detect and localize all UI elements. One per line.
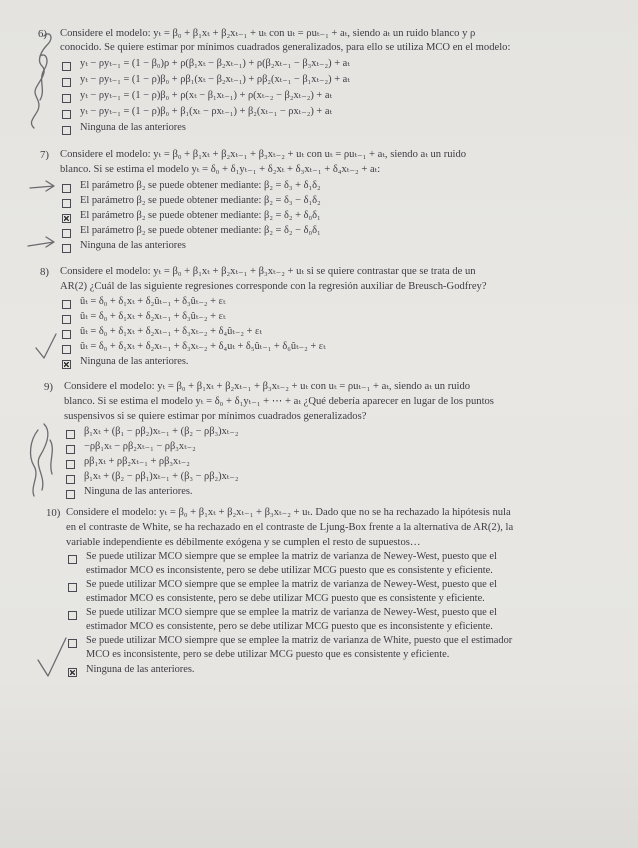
option-text: yₜ − ρyₜ₋₁ = (1 − ρ)β₀ + ρ(xₜ − β₁xₜ₋₁) + ρ(xₜ₋₂ − β₂xₜ₋₂) + aₜ (80, 90, 333, 101)
option-checkbox[interactable] (62, 78, 71, 87)
option-checkbox[interactable] (68, 555, 77, 564)
question-number: 8) (40, 266, 49, 278)
option-text: ûₜ = δ₀ + δ₁xₜ + δ₂xₜ₋₁ + δ₃xₜ₋₂ + δ₄ûₜ₋₂ + εₜ (80, 326, 262, 337)
option-checkbox[interactable] (68, 639, 77, 648)
option-checkbox[interactable] (62, 300, 71, 309)
option-checkbox[interactable] (68, 583, 77, 592)
question-text: Considere el modelo: yₜ = β₀ + β₁xₜ + β₂xₜ₋₁ + β₃xₜ₋₂ + uₜ si se quiere contrastar que se trata de un (60, 266, 476, 277)
option-text: ρβ₁xₜ + ρβ₂xₜ₋₁ + ρβ₃xₜ₋₂ (84, 456, 190, 467)
pencil-check-q8 (36, 334, 56, 358)
question-number: 7) (40, 149, 49, 161)
option-checkbox[interactable] (62, 330, 71, 339)
option-checkbox[interactable] (62, 62, 71, 71)
option-checkbox[interactable] (66, 445, 75, 454)
option-text: Se puede utilizar MCO siempre que se emplee la matriz de varianza de Newey-West, puesto que el (86, 579, 497, 590)
option-checkbox[interactable] (66, 475, 75, 484)
question-text: en el contraste de White, se ha rechazado en el contraste de Ljung-Box frente a la alternativa de AR(2), la (66, 522, 514, 533)
option-checkbox[interactable] (66, 460, 75, 469)
pencil-scribble-q9 (31, 424, 53, 496)
option-checkbox-checked[interactable] (68, 668, 77, 677)
pencil-arrow-q7 (28, 237, 54, 247)
question-text: Considere el modelo: yₜ = β₀ + β₁xₜ + β₂xₜ₋₁ + β₃xₜ₋₂ + uₜ. Dado que no se ha rechazado la hipótesis nula (66, 507, 511, 518)
option-checkbox[interactable] (66, 490, 75, 499)
option-checkbox[interactable] (62, 110, 71, 119)
option-checkbox[interactable] (62, 184, 71, 193)
option-checkbox[interactable] (62, 229, 71, 238)
pencil-scribble-q6 (40, 55, 47, 100)
option-text: Ninguna de las anteriores (80, 240, 186, 251)
option-checkbox[interactable] (68, 611, 77, 620)
question-text: suspensivos si se quiere estimar por mínimos cuadrados generalizados? (64, 411, 367, 422)
option-text: Ninguna de las anteriores. (80, 356, 189, 367)
option-text: ûₜ = δ₀ + δ₁xₜ + δ₂xₜ₋₁ + δ₃xₜ₋₂ + δ₄uₜ + δ₅ûₜ₋₁ + δ₆ûₜ₋₂ + εₜ (80, 341, 326, 352)
option-text: estimador MCO es consistente, pero se debe utilizar MCG puesto que es consistente y eficiente. (86, 593, 485, 604)
option-text: El parámetro β₂ se puede obtener mediante: β₂ = δ₂ − δ₀δ₁ (80, 225, 321, 236)
option-checkbox[interactable] (62, 315, 71, 324)
option-checkbox[interactable] (62, 94, 71, 103)
pencil-scribble-q6 (31, 34, 51, 128)
question-number: 9) (44, 381, 53, 393)
option-text: El parámetro β₂ se puede obtener mediante: β₂ = δ₂ + δ₀δ₁ (80, 210, 321, 221)
option-text: Ninguna de las anteriores (80, 122, 186, 133)
question-text: Considere el modelo: yₜ = β₀ + β₁xₜ + β₂xₜ₋₁ + β₃xₜ₋₂ + uₜ con uₜ = ρuₜ₋₁ + aₜ, siendo aₜ un ruido (60, 149, 467, 160)
option-text: El parámetro β₂ se puede obtener mediante: β₂ = δ₃ + δ₁δ₂ (80, 180, 321, 191)
pencil-arrow-q7 (30, 181, 54, 191)
option-text: yₜ − ρyₜ₋₁ = (1 − β₀)ρ + ρ(β₁xₜ − β₂xₜ₋₁) + ρ(β₂xₜ₋₁ − β₃xₜ₋₂) + aₜ (80, 58, 350, 69)
question-text: Considere el modelo: yₜ = β₀ + β₁xₜ + β₂xₜ₋₁ + uₜ con uₜ = ρuₜ₋₁ + aₜ, siendo aₜ un ruido blanco y ρ (60, 28, 476, 39)
option-text: Se puede utilizar MCO siempre que se emplee la matriz de varianza de Newey-West, puesto que el (86, 607, 497, 618)
pencil-check-q10 (38, 638, 66, 676)
question-text: Considere el modelo: yₜ = β₀ + β₁xₜ + β₂xₜ₋₁ + β₃xₜ₋₂ + uₜ con uₜ = ρuₜ₋₁ + aₜ, siendo aₜ un ruido (64, 381, 471, 392)
option-text: Se puede utilizar MCO siempre que se emplee la matriz de varianza de Newey-West, puesto que el (86, 551, 497, 562)
option-text: ûₜ = δ₀ + δ₁xₜ + δ₂ûₜ₋₁ + δ₃ûₜ₋₂ + εₜ (80, 296, 226, 307)
option-checkbox[interactable] (62, 345, 71, 354)
option-text: Ninguna de las anteriores. (84, 486, 193, 497)
question-text: blanco. Si se estima el modelo yₜ = δ₀ + δ₁yₜ₋₁ + ⋯ + aₜ ¿Qué debería aparecer en lugar de los puntos (64, 396, 494, 407)
question-number: 10) (46, 507, 61, 519)
option-checkbox[interactable] (62, 244, 71, 253)
option-checkbox-checked[interactable] (62, 214, 71, 223)
option-checkbox[interactable] (62, 199, 71, 208)
option-checkbox[interactable] (62, 126, 71, 135)
option-text: Ninguna de las anteriores. (86, 664, 195, 675)
option-text: El parámetro β₂ se puede obtener mediante: β₂ = δ₃ − δ₁δ₂ (80, 195, 321, 206)
question-number: 6) (38, 28, 47, 40)
option-text: MCO es inconsistente, pero se debe utilizar MCG puesto que es consistente y eficiente. (86, 649, 450, 660)
option-text: yₜ − ρyₜ₋₁ = (1 − ρ)β₀ + β₁(xₜ − ρxₜ₋₁) + β₂(xₜ₋₁ − ρxₜ₋₂) + aₜ (80, 106, 333, 117)
option-text: −ρβ₁xₜ − ρβ₂xₜ₋₁ − ρβ₃xₜ₋₂ (84, 441, 196, 452)
option-checkbox-checked[interactable] (62, 360, 71, 369)
option-text: β₁xₜ + (β₁ − ρβ₂)xₜ₋₁ + (β₂ − ρβ₃)xₜ₋₂ (84, 426, 239, 437)
option-text: β₁xₜ + (β₂ − ρβ₁)xₜ₋₁ + (β₃ − ρβ₂)xₜ₋₂ (84, 471, 239, 482)
option-text: estimador MCO es consistente, pero se debe utilizar MCG puesto que es inconsistente y eficiente. (86, 621, 493, 632)
question-text: AR(2) ¿Cuál de las siguiente regresiones corresponde con la regresión auxiliar de Breusch-Godfrey? (60, 281, 487, 292)
option-text: estimador MCO es inconsistente, pero se debe utilizar MCG puesto que es consistente y eficiente. (86, 565, 493, 576)
question-text: variable independiente es débilmente exógena y se cumplen el resto de supuestos… (66, 537, 421, 548)
option-text: Se puede utilizar MCO siempre que se emplee la matriz de varianza de White, puesto que el estimador (86, 635, 513, 646)
option-text: ûₜ = δ₀ + δ₁xₜ + δ₂xₜ₋₁ + δ₃ûₜ₋₂ + εₜ (80, 311, 226, 322)
question-text: conocido. Se quiere estimar por mínimos cuadrados generalizados, para ello se utiliza MCO en el modelo: (60, 42, 511, 53)
option-text: yₜ − ρyₜ₋₁ = (1 − ρ)β₀ + ρβ₁(xₜ − β₂xₜ₋₁) + ρβ₂(xₜ₋₁ − β₁xₜ₋₂) + aₜ (80, 74, 350, 85)
question-text: blanco. Si se estima el modelo yₜ = δ₀ + δ₁yₜ₋₁ + δ₂xₜ + δ₃xₜ₋₁ + δ₄xₜ₋₂ + aₜ: (60, 164, 381, 175)
option-checkbox[interactable] (66, 430, 75, 439)
